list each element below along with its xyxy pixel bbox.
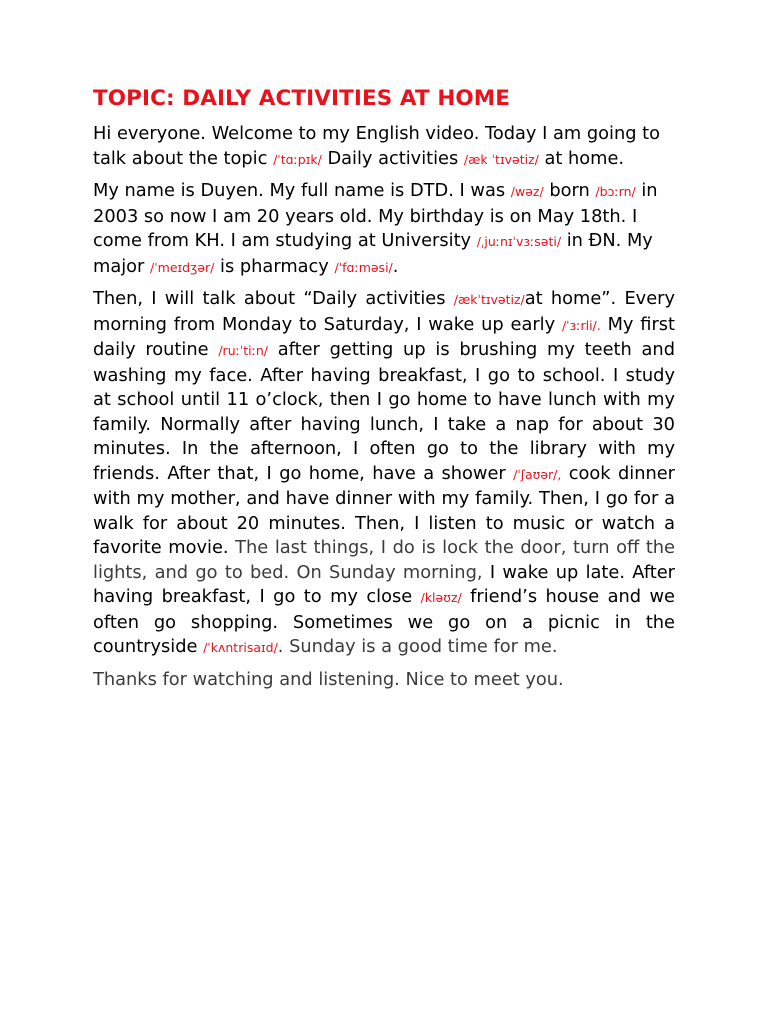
phonetic: /ˈɜːrli/. [561, 317, 601, 333]
text: is pharmacy [214, 255, 335, 277]
phonetic: /ˈmeɪdʒər/ [150, 259, 215, 275]
text: at home”. Every morning from Monday to Saturday, I wake up early [93, 288, 675, 335]
phonetic: /æk ˈtɪvətiz/ [463, 151, 539, 167]
phonetic: /bɔːrn/ [595, 184, 636, 199]
text: born [543, 180, 596, 201]
text: Hi everyone. Welcome to my English video. Today I am going to talk about the topic [93, 123, 661, 169]
paragraph-about-me [93, 179, 675, 280]
text: in 2003 so now I am 20 years old. My birthday is on May 18th. I come from KH. I am studying at University [93, 180, 658, 251]
text: My name is Duyen. My full name is DTD. I was [93, 180, 511, 201]
text: Daily activities [321, 147, 464, 169]
phonetic: /ˈfɑːməsi/ [334, 259, 393, 275]
phonetic: /ˈʃaʊər/, [513, 466, 562, 482]
text: Then, I will talk about “Daily activities [93, 288, 454, 309]
page-title: TOPIC: DAILY ACTIVITIES AT HOME [93, 86, 511, 111]
text-grey: The last things, I do is lock the door, turn off the lights, and go to bed. On Sunday morning, [93, 537, 675, 583]
text-grey: . Sunday is a good time for me. [277, 636, 558, 657]
text: at home. [538, 147, 625, 169]
phonetic: /ækˈtɪvətiz/ [453, 292, 525, 307]
text: cook dinner with my mother, and have dinner with my family. Then, I go for a walk for about 20 minutes. Then, I listen to music or watch a favorite movie. [93, 462, 675, 558]
phonetic: /ˈtɑːpɪk/ [273, 151, 322, 167]
text: I wake up late. After having breakfast, I go to my close [93, 561, 675, 607]
phonetic: /ˈkʌntrisaɪd/ [203, 640, 278, 655]
text: My first daily routine [93, 313, 675, 360]
text: in ĐN. My major [93, 230, 653, 277]
phonetic: /ruːˈtiːn/ [218, 343, 268, 358]
paragraph-intro [93, 122, 675, 172]
paragraph-closing: Thanks for watching and listening. Nice to meet you. [93, 668, 564, 690]
paragraph-daily-activities [93, 287, 675, 661]
phonetic: /kləʊz/ [420, 590, 462, 605]
text: . [392, 255, 399, 277]
phonetic: /ˌjuːnɪˈvɜːsəti/ [476, 234, 562, 249]
text: after getting up is brushing my teeth and washing my face. After having breakfast, I go to school. I study at school until 11 o’clock, then I go home to have lunch with my family. Normally after having lunch, I take a nap for about 30 minutes. In the afternoon, I often go to the library with my friends. After that, I go home, have a shower [93, 339, 675, 484]
phonetic: /wəz/ [510, 184, 544, 199]
text: friend’s house and we often go shopping. Sometimes we go on a picnic in the countryside [93, 586, 675, 657]
